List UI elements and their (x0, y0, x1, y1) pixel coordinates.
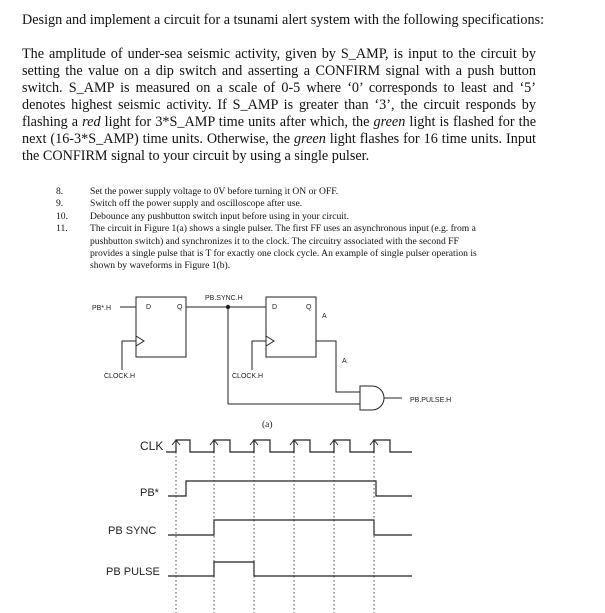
list-item (56, 186, 486, 198)
specification-paragraph (22, 46, 536, 165)
and-gate (360, 386, 384, 410)
clock1-label: CLOCK.H (104, 373, 136, 380)
a-label-bottom: A (342, 358, 347, 365)
junction-dot (226, 305, 230, 309)
ff2-d-label: D (272, 304, 278, 311)
paragraph-text-1: The amplitude of under-sea seismic activity, given by S_AMP, is input to the circuit by setting the value on a dip switch and asserting a CONFIRM signal with a push button switch. S_AMP is measured on a scale of 0-5 where ‘0’ corresponds to least and ‘5’ denotes highest seismic activity. If S_AMP is greater than ‘3’, the circuit responds by flashing a (22, 46, 536, 130)
list-item-text: Switch off the power supply and oscilloscope after use. (90, 198, 303, 210)
single-pulser-circuit-diagram (0, 280, 605, 430)
pb-star-label: PB* (140, 487, 159, 499)
paragraph-text-3: light is flashed for the next (16-3*S_AMP) time units. Otherwise, the (22, 114, 536, 147)
pb-pulse-waveform-label: PB PULSE (106, 566, 160, 578)
clock1-wire (122, 341, 136, 370)
list-item-text: The circuit in Figure 1(a) shows a single pulser. The first FF uses an asynchronous input (e.g. from a pushbutton switch) and synchronizes it to the clock. The circuitry associated with the second FF provides a single pulse that is T for exactly one clock cycle. An example of single pulser operation is shown by waveforms in Figure 1(b). (90, 223, 477, 272)
green-word: green (294, 131, 326, 147)
list-item-number: 11. (56, 223, 68, 235)
clock2-label: CLOCK.H (232, 373, 264, 380)
list-item-text: Set the power supply voltage to 0V before turning it ON or OFF. (90, 186, 339, 197)
pb-pulse-output-label: PB.PULSE.H (410, 397, 452, 404)
green-word: green (373, 114, 406, 130)
ff2-q-label: Q (306, 304, 312, 311)
list-item-number: 10. (56, 210, 68, 222)
list-item (56, 223, 486, 273)
ff1-q-label: Q (177, 304, 183, 311)
ff1-d-label: D (146, 304, 152, 311)
pb-sync-label: PB.SYNC.H (205, 295, 243, 302)
list-item-number: 9. (56, 198, 64, 210)
pb-sync-waveform-label: PB SYNC (108, 525, 157, 537)
figure-caption: (a) (262, 420, 273, 430)
red-word: red (82, 114, 101, 130)
single-pulser-waveforms (0, 430, 605, 613)
pb-star-waveform (168, 481, 412, 496)
list-item (56, 211, 486, 223)
a-label-top: A (322, 313, 327, 320)
clock2-wire (252, 341, 266, 370)
ff1-clock-triangle (136, 336, 144, 346)
page-title: Design and implement a circuit for a tsunami alert system with the following specifications: (22, 12, 545, 28)
clk-label: CLK (140, 439, 164, 453)
list-item-number: 8. (56, 186, 64, 197)
pb-input-label: PB*.H (92, 305, 112, 312)
pb-pulse-waveform (168, 562, 254, 576)
pb-sync-waveform (168, 520, 412, 535)
ff2-clock-triangle (266, 336, 274, 346)
paragraph-text-2: light for 3*S_AMP time units after which, the (100, 114, 374, 130)
instruction-list (56, 186, 486, 273)
paragraph-text-4: light flashes for 16 time units. Input the CONFIRM signal to your circuit by using a single pulser. (22, 131, 536, 164)
list-item-text: Debounce any pushbutton switch input before using in your circuit. (90, 210, 349, 222)
qbar-wire (316, 341, 360, 392)
list-item (56, 198, 486, 210)
